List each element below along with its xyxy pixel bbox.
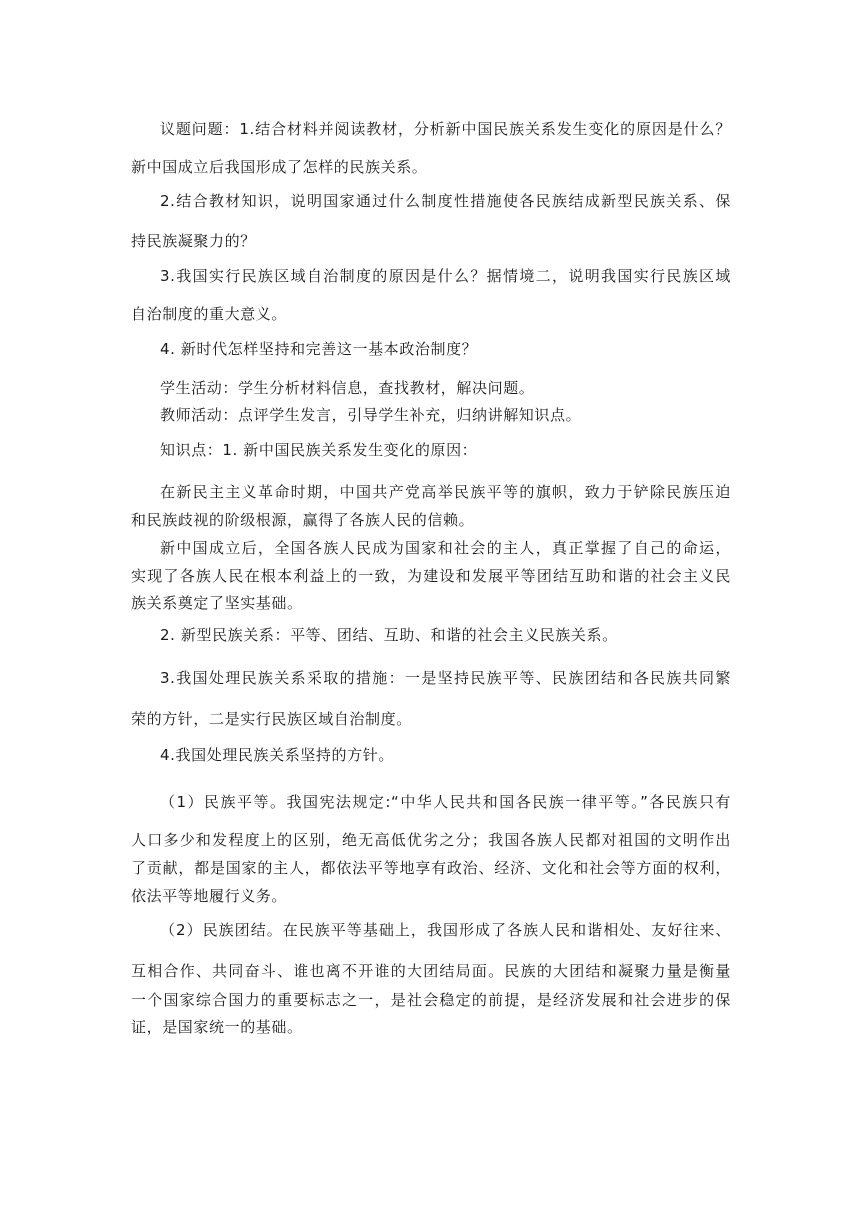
ethnic-unity-line-1: （2）民族团结。在民族平等基础上，我国形成了各族人民和谐相处、友好往来、	[160, 921, 731, 939]
student-activity: 学生活动：学生分析材料信息，查找教材，解决问题。	[160, 379, 535, 397]
knowledge-point-2: 2. 新型民族关系：平等、团结、互助、和谐的社会主义民族关系。	[160, 626, 618, 644]
knowledge-point-1-para-2-line-1: 新中国成立后，全国各族人民成为国家和社会的主人，真正掌握了自己的命运，	[160, 539, 731, 557]
ethnic-unity-line-4: 证，是国家统一的基础。	[131, 1018, 303, 1036]
knowledge-point-1-para-1-line-2: 和民族歧视的阶级根源，赢得了各族人民的信赖。	[131, 511, 475, 529]
ethnic-equality-line-1: （1）民族平等。我国宪法规定:“中华人民共和国各民族一律平等。”各民族只有	[160, 793, 731, 811]
knowledge-point-1-para-2-line-2: 实现了各族人民在根本利益上的一致，为建设和发展平等团结互助和谐的社会主义民	[131, 567, 731, 585]
knowledge-point-1-para-2-line-3: 族关系奠定了坚实基础。	[131, 594, 303, 612]
ethnic-equality-line-2: 人口多少和发程度上的区别，绝无高低优劣之分；我国各族人民都对祖国的文明作出	[131, 831, 731, 849]
ethnic-equality-line-4: 依法平等地履行义务。	[131, 887, 288, 905]
issue-question-2-line-1: 2.结合教材知识，说明国家通过什么制度性措施使各民族结成新型民族关系、保	[160, 192, 731, 210]
issue-question-1-line-2: 新中国成立后我国形成了怎样的民族关系。	[131, 158, 428, 176]
knowledge-point-3-line-2: 荣的方针，二是实行民族区域自治制度。	[131, 710, 412, 728]
knowledge-point-4-heading: 4.我国处理民族关系坚持的方针。	[160, 746, 394, 764]
teacher-activity: 教师活动：点评学生发言，引导学生补充，归纳讲解知识点。	[160, 406, 582, 424]
issue-question-1-line-1: 议题问题：1.结合材料并阅读教材，分析新中国民族关系发生变化的原因是什么？	[160, 120, 731, 138]
ethnic-equality-line-3: 了贡献，都是国家的主人，都依法平等地享有政治、经济、文化和社会等方面的权利，	[131, 859, 731, 877]
issue-question-3-line-1: 3.我国实行民族区域自治制度的原因是什么？据情境二，说明我国实行民族区域	[160, 267, 731, 285]
knowledge-point-3-line-1: 3.我国处理民族关系采取的措施：一是坚持民族平等、民族团结和各民族共同繁	[160, 669, 731, 687]
knowledge-point-1-heading: 知识点：1. 新中国民族关系发生变化的原因：	[160, 441, 478, 459]
ethnic-unity-line-3: 一个国家综合国力的重要标志之一，是社会稳定的前提，是经济发展和社会进步的保	[131, 991, 731, 1009]
knowledge-point-1-para-1-line-1: 在新民主主义革命时期，中国共产党高举民族平等的旗帜，致力于铲除民族压迫	[160, 483, 731, 501]
issue-question-4: 4. 新时代怎样坚持和完善这一基本政治制度？	[160, 340, 478, 358]
issue-question-2-line-2: 持民族凝聚力的？	[131, 232, 256, 250]
issue-question-3-line-2: 自治制度的重大意义。	[131, 305, 288, 323]
ethnic-unity-line-2: 互相合作、共同奋斗、谁也离不开谁的大团结局面。民族的大团结和凝聚力量是衡量	[131, 962, 731, 980]
